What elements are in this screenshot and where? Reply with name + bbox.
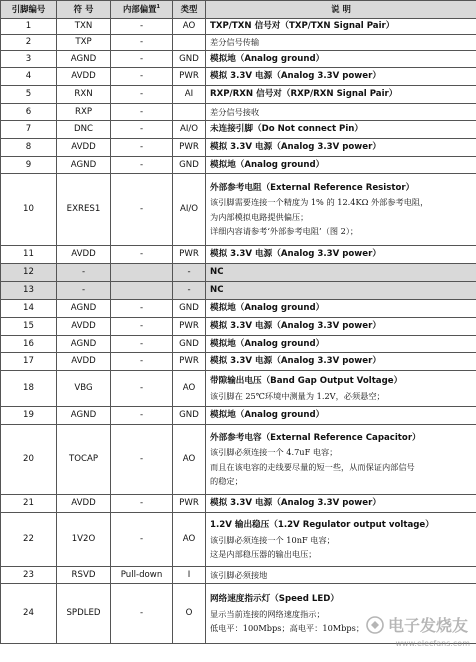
description-line: 该引脚需要连接一个精度为 1% 的 12.4KΩ 外部参考电阻， <box>210 197 429 208</box>
header-internal-bias-label: 内部偏置 <box>123 4 157 15</box>
description-line: 详细内容请参考‘外部参考电阻’（图 2）； <box>210 225 359 236</box>
watermark-icon <box>366 616 384 634</box>
description-line: 该引脚必须连接一个 4.7uF 电容； <box>210 447 338 458</box>
description-cell <box>206 174 476 246</box>
description-title: 模拟 3.3V 电源（Analog 3.3V power） <box>210 321 381 332</box>
pin-number-cell: 7 <box>1 121 57 139</box>
type-cell: PWR <box>173 495 206 513</box>
table-body <box>1 19 476 644</box>
description-title: 模拟地（Analog ground） <box>210 410 325 421</box>
type-cell: I <box>173 567 206 584</box>
description-cell <box>206 282 476 300</box>
description-title: 网络速度指示灯（Speed LED） <box>210 593 339 604</box>
type-cell: - <box>173 282 206 300</box>
internal-bias-cell: - <box>111 86 173 104</box>
description-cell <box>206 567 476 584</box>
internal-bias-cell <box>111 282 173 300</box>
watermark-logo <box>366 613 468 636</box>
internal-bias-cell: - <box>111 407 173 425</box>
internal-bias-cell: - <box>111 139 173 157</box>
type-cell: PWR <box>173 246 206 264</box>
internal-bias-cell: - <box>111 495 173 513</box>
type-cell: - <box>173 264 206 282</box>
symbol-cell: RSVD <box>57 567 111 584</box>
header-type: 类型 <box>173 1 206 19</box>
symbol-cell: RXN <box>57 86 111 104</box>
description-title: TXP/TXN 信号对（TXP/TXN Signal Pair） <box>210 21 395 32</box>
pin-number-cell: 1 <box>1 19 57 35</box>
internal-bias-cell: - <box>111 157 173 174</box>
header-description: 说 明 <box>206 1 476 19</box>
table-row <box>1 495 476 513</box>
pin-number-cell: 19 <box>1 407 57 425</box>
symbol-cell: AGND <box>57 51 111 68</box>
description-cell <box>206 246 476 264</box>
type-cell: PWR <box>173 318 206 336</box>
description-title: 模拟 3.3V 电源（Analog 3.3V power） <box>210 249 381 260</box>
table-row <box>1 104 476 121</box>
description-line: 的稳定； <box>210 475 243 486</box>
pin-number-cell: 21 <box>1 495 57 513</box>
table-row <box>1 353 476 371</box>
pin-number-cell: 11 <box>1 246 57 264</box>
type-cell: GND <box>173 300 206 318</box>
type-cell: O <box>173 584 206 644</box>
description-cell <box>206 336 476 353</box>
table-row <box>1 139 476 157</box>
table-row <box>1 371 476 407</box>
type-cell: AO <box>173 425 206 495</box>
pin-number-cell: 12 <box>1 264 57 282</box>
header-symbol: 符 号 <box>57 1 111 19</box>
symbol-cell: AVDD <box>57 139 111 157</box>
description-line: 为内部模拟电路提供偏压； <box>210 211 309 222</box>
internal-bias-cell: Pull-down <box>111 567 173 584</box>
symbol-cell: AVDD <box>57 68 111 86</box>
description-cell <box>206 35 476 51</box>
symbol-cell: AVDD <box>57 318 111 336</box>
symbol-cell: SPDLED <box>57 584 111 644</box>
internal-bias-cell: - <box>111 353 173 371</box>
description-title: 模拟 3.3V 电源（Analog 3.3V power） <box>210 498 381 509</box>
table-row <box>1 174 476 246</box>
header-pin-number: 引脚编号 <box>1 1 57 19</box>
symbol-cell: AGND <box>57 336 111 353</box>
description-cell <box>206 86 476 104</box>
type-cell: GND <box>173 51 206 68</box>
table-row <box>1 336 476 353</box>
description-title: 模拟 3.3V 电源（Analog 3.3V power） <box>210 356 381 367</box>
internal-bias-cell: - <box>111 425 173 495</box>
table-row <box>1 19 476 35</box>
description-title: NC <box>210 285 224 296</box>
description-cell <box>206 139 476 157</box>
description-cell <box>206 407 476 425</box>
symbol-cell: 1V2O <box>57 513 111 567</box>
pin-number-cell: 9 <box>1 157 57 174</box>
symbol-cell: AVDD <box>57 246 111 264</box>
type-cell: AO <box>173 513 206 567</box>
symbol-cell: AGND <box>57 300 111 318</box>
description-cell <box>206 68 476 86</box>
symbol-cell: TXN <box>57 19 111 35</box>
symbol-cell: EXRES1 <box>57 174 111 246</box>
type-cell: GND <box>173 407 206 425</box>
description-title: 模拟地（Analog ground） <box>210 338 325 349</box>
table-row <box>1 282 476 300</box>
description-line: 该引脚必须连接一个 10nF 电容； <box>210 534 335 545</box>
symbol-cell: TOCAP <box>57 425 111 495</box>
table-row <box>1 318 476 336</box>
description-title: 1.2V 输出稳压（1.2V Regulator output voltage） <box>210 519 434 530</box>
table-row <box>1 35 476 51</box>
table-row <box>1 121 476 139</box>
description-title: 模拟地（Analog ground） <box>210 53 325 64</box>
description-cell <box>206 425 476 495</box>
pin-number-cell: 17 <box>1 353 57 371</box>
description-cell <box>206 104 476 121</box>
pin-number-cell: 8 <box>1 139 57 157</box>
type-cell <box>173 104 206 121</box>
pin-number-cell: 23 <box>1 567 57 584</box>
type-cell: AO <box>173 371 206 407</box>
watermark-text: 电子发烧友 <box>387 616 468 635</box>
table-row <box>1 513 476 567</box>
symbol-cell: - <box>57 282 111 300</box>
internal-bias-cell: - <box>111 371 173 407</box>
description-title: 模拟 3.3V 电源（Analog 3.3V power） <box>210 71 381 82</box>
symbol-cell: DNC <box>57 121 111 139</box>
pin-number-cell: 22 <box>1 513 57 567</box>
header-internal-bias <box>111 1 173 19</box>
pin-number-cell: 24 <box>1 584 57 644</box>
description-title: NC <box>210 267 224 278</box>
description-line: 该引脚在 25℃环境中测量为 1.2V，必须悬空； <box>210 390 385 401</box>
type-cell: PWR <box>173 353 206 371</box>
symbol-cell: RXP <box>57 104 111 121</box>
internal-bias-cell: - <box>111 121 173 139</box>
description-title: 外部参考电阻（External Reference Resistor） <box>210 182 415 193</box>
symbol-cell: AGND <box>57 407 111 425</box>
description-title: RXP/RXN 信号对（RXP/RXN Signal Pair） <box>210 89 398 100</box>
description-cell <box>206 513 476 567</box>
table-row <box>1 300 476 318</box>
type-cell: PWR <box>173 68 206 86</box>
type-cell: GND <box>173 336 206 353</box>
internal-bias-cell: - <box>111 300 173 318</box>
internal-bias-cell: - <box>111 104 173 121</box>
internal-bias-cell <box>111 264 173 282</box>
description-cell <box>206 51 476 68</box>
description-line: 差分信号接收 <box>210 106 260 117</box>
description-title: 外部参考电容（External Reference Capacitor） <box>210 432 421 443</box>
description-title: 模拟地（Analog ground） <box>210 159 325 170</box>
watermark-url: www.elecfans.com <box>395 639 470 648</box>
description-cell <box>206 371 476 407</box>
symbol-cell: AVDD <box>57 353 111 371</box>
type-cell: AI/O <box>173 174 206 246</box>
description-title: 模拟地（Analog ground） <box>210 303 325 314</box>
description-line: 而且在该电容的走线要尽量的短一些，从而保证内部信号 <box>210 461 415 472</box>
symbol-cell: TXP <box>57 35 111 51</box>
pin-number-cell: 14 <box>1 300 57 318</box>
pin-number-cell: 18 <box>1 371 57 407</box>
table-row <box>1 407 476 425</box>
type-cell: AO <box>173 19 206 35</box>
table-row <box>1 246 476 264</box>
table-row <box>1 86 476 104</box>
symbol-cell: - <box>57 264 111 282</box>
description-line: 显示当前连接的网络速度指示； <box>210 608 325 619</box>
pin-number-cell: 15 <box>1 318 57 336</box>
type-cell: AI/O <box>173 121 206 139</box>
table-row <box>1 264 476 282</box>
table-row <box>1 51 476 68</box>
internal-bias-cell: - <box>111 174 173 246</box>
pin-number-cell: 10 <box>1 174 57 246</box>
description-cell <box>206 157 476 174</box>
type-cell: AI <box>173 86 206 104</box>
symbol-cell: VBG <box>57 371 111 407</box>
internal-bias-cell: - <box>111 336 173 353</box>
internal-bias-cell: - <box>111 68 173 86</box>
table-header-row <box>1 1 476 19</box>
table-row <box>1 567 476 584</box>
pin-number-cell: 2 <box>1 35 57 51</box>
description-line: 该引脚必须接地 <box>210 569 268 580</box>
description-line: 这是内部稳压器的输出电压； <box>210 548 317 559</box>
pin-number-cell: 6 <box>1 104 57 121</box>
description-line: 差分信号传输 <box>210 37 260 48</box>
table-row <box>1 425 476 495</box>
pin-number-cell: 16 <box>1 336 57 353</box>
description-title: 未连接引脚（Do Not connect Pin） <box>210 124 364 135</box>
symbol-cell: AVDD <box>57 495 111 513</box>
table-row <box>1 157 476 174</box>
internal-bias-cell: - <box>111 318 173 336</box>
internal-bias-cell: - <box>111 19 173 35</box>
description-cell <box>206 318 476 336</box>
table-row <box>1 68 476 86</box>
symbol-cell: AGND <box>57 157 111 174</box>
internal-bias-cell: - <box>111 35 173 51</box>
internal-bias-cell: - <box>111 513 173 567</box>
pin-number-cell: 3 <box>1 51 57 68</box>
description-title: 带隙输出电压（Band Gap Output Voltage） <box>210 376 403 386</box>
pin-number-cell: 20 <box>1 425 57 495</box>
type-cell: PWR <box>173 139 206 157</box>
description-line: 低电平：100Mbps；高电平：10Mbps； <box>210 622 365 633</box>
internal-bias-cell: - <box>111 584 173 644</box>
type-cell <box>173 35 206 51</box>
description-cell <box>206 495 476 513</box>
type-cell: GND <box>173 157 206 174</box>
description-cell <box>206 300 476 318</box>
pin-number-cell: 4 <box>1 68 57 86</box>
description-cell <box>206 121 476 139</box>
description-cell <box>206 264 476 282</box>
description-cell <box>206 353 476 371</box>
pin-number-cell: 5 <box>1 86 57 104</box>
description-cell <box>206 19 476 35</box>
internal-bias-cell: - <box>111 51 173 68</box>
internal-bias-cell: - <box>111 246 173 264</box>
description-title: 模拟 3.3V 电源（Analog 3.3V power） <box>210 142 381 153</box>
header-footnote-mark: 1 <box>156 4 160 11</box>
pin-number-cell: 13 <box>1 282 57 300</box>
